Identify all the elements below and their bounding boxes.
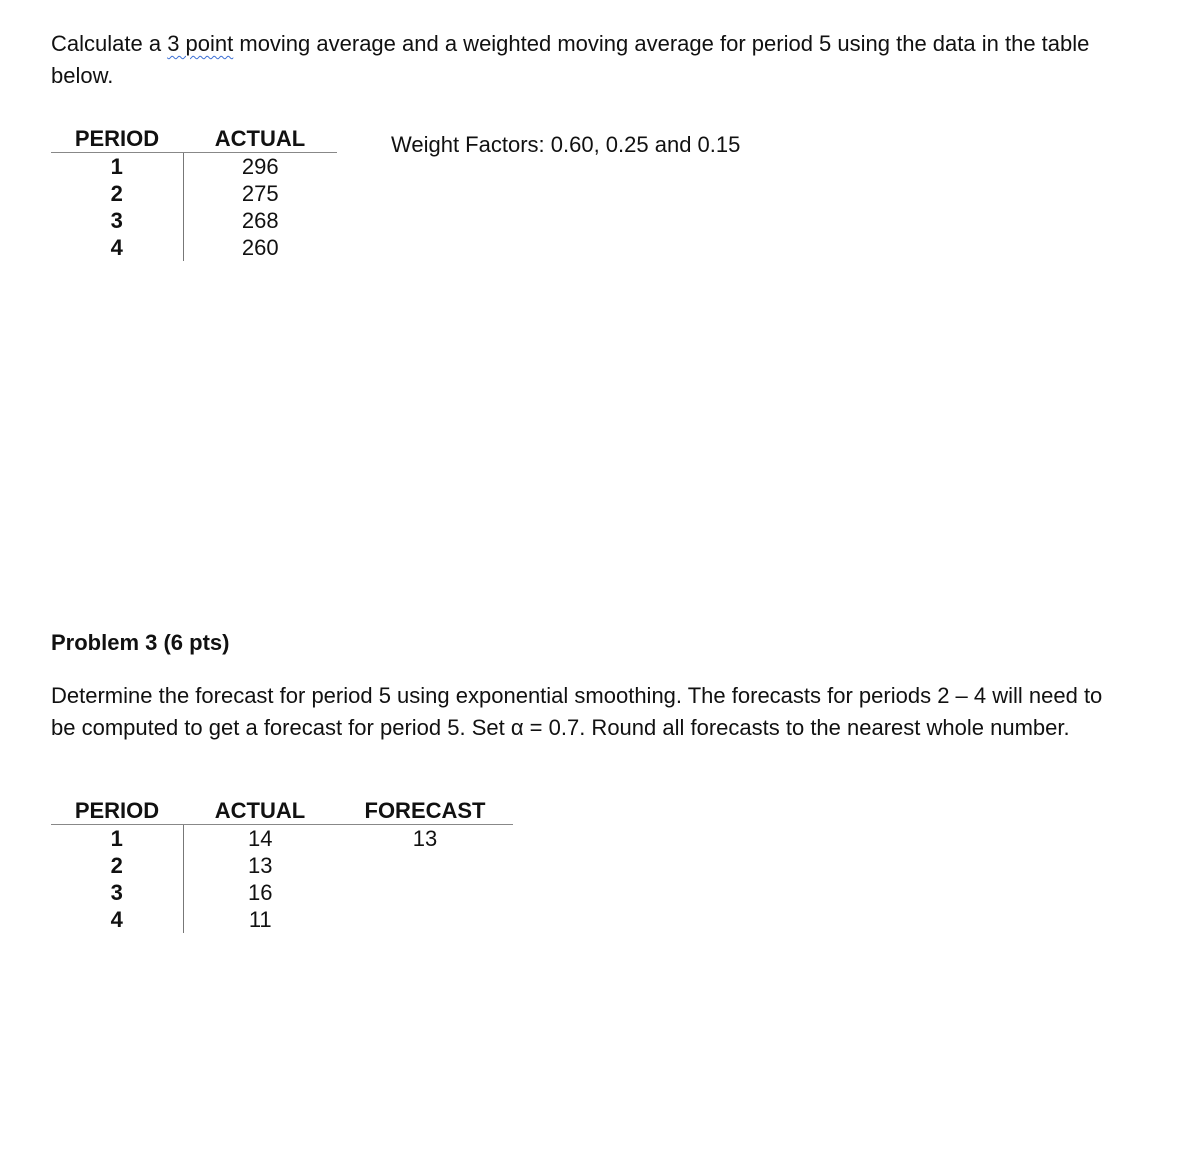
forecast-cell (337, 906, 513, 933)
forecast-header: FORECAST (337, 794, 513, 825)
table-row (51, 879, 513, 906)
table-header-row (51, 794, 513, 825)
table-header-row (51, 122, 337, 153)
actual-cell: 13 (248, 853, 273, 878)
actual-cell: 16 (248, 880, 273, 905)
actual-cell: 260 (241, 235, 279, 260)
period-cell: 4 (51, 906, 183, 933)
problem2-instructions (51, 28, 1141, 92)
problem3-heading: Problem 3 (6 pts) (51, 630, 230, 655)
instructions-text-end: moving average and a weighted moving average for period 5 using the data in the table below. (51, 31, 1090, 88)
table-row (51, 207, 337, 234)
period-cell: 1 (51, 153, 183, 181)
table-row (51, 153, 337, 181)
period-header: PERIOD (51, 122, 183, 153)
forecast-cell (337, 879, 513, 906)
weight-factors-label: Weight Factors: 0.60, 0.25 and 0.15 (391, 132, 741, 157)
period-cell: 3 (51, 207, 183, 234)
period-cell: 2 (51, 180, 183, 207)
period-cell: 1 (51, 825, 183, 853)
table-row (51, 825, 513, 853)
instructions-text-start: Calculate a (51, 31, 168, 56)
actual-cell: 11 (248, 907, 272, 932)
actual-cell: 14 (248, 826, 273, 851)
table-row (51, 852, 513, 879)
table-row (51, 234, 337, 261)
spellcheck-underlined-text: 3 point (167, 31, 234, 56)
table-row (51, 180, 337, 207)
actual-cell: 268 (241, 208, 279, 233)
problem3-instructions: Determine the forecast for period 5 using exponential smoothing. The forecasts for periods 2 – 4 will need to be computed to get a forecast for period 5. Set α = 0.7. Round all forecasts to the nearest whole number. (51, 683, 1103, 740)
exponential-smoothing-table (51, 794, 513, 933)
actual-header: ACTUAL (183, 122, 337, 153)
moving-average-table (51, 122, 337, 261)
actual-cell: 296 (241, 154, 279, 179)
forecast-cell: 13 (412, 826, 438, 851)
period-cell: 2 (51, 852, 183, 879)
forecast-cell (337, 852, 513, 879)
table-row (51, 906, 513, 933)
actual-header: ACTUAL (183, 794, 337, 825)
period-cell: 4 (51, 234, 183, 261)
period-header: PERIOD (51, 794, 183, 825)
actual-cell: 275 (241, 181, 279, 206)
period-cell: 3 (51, 879, 183, 906)
